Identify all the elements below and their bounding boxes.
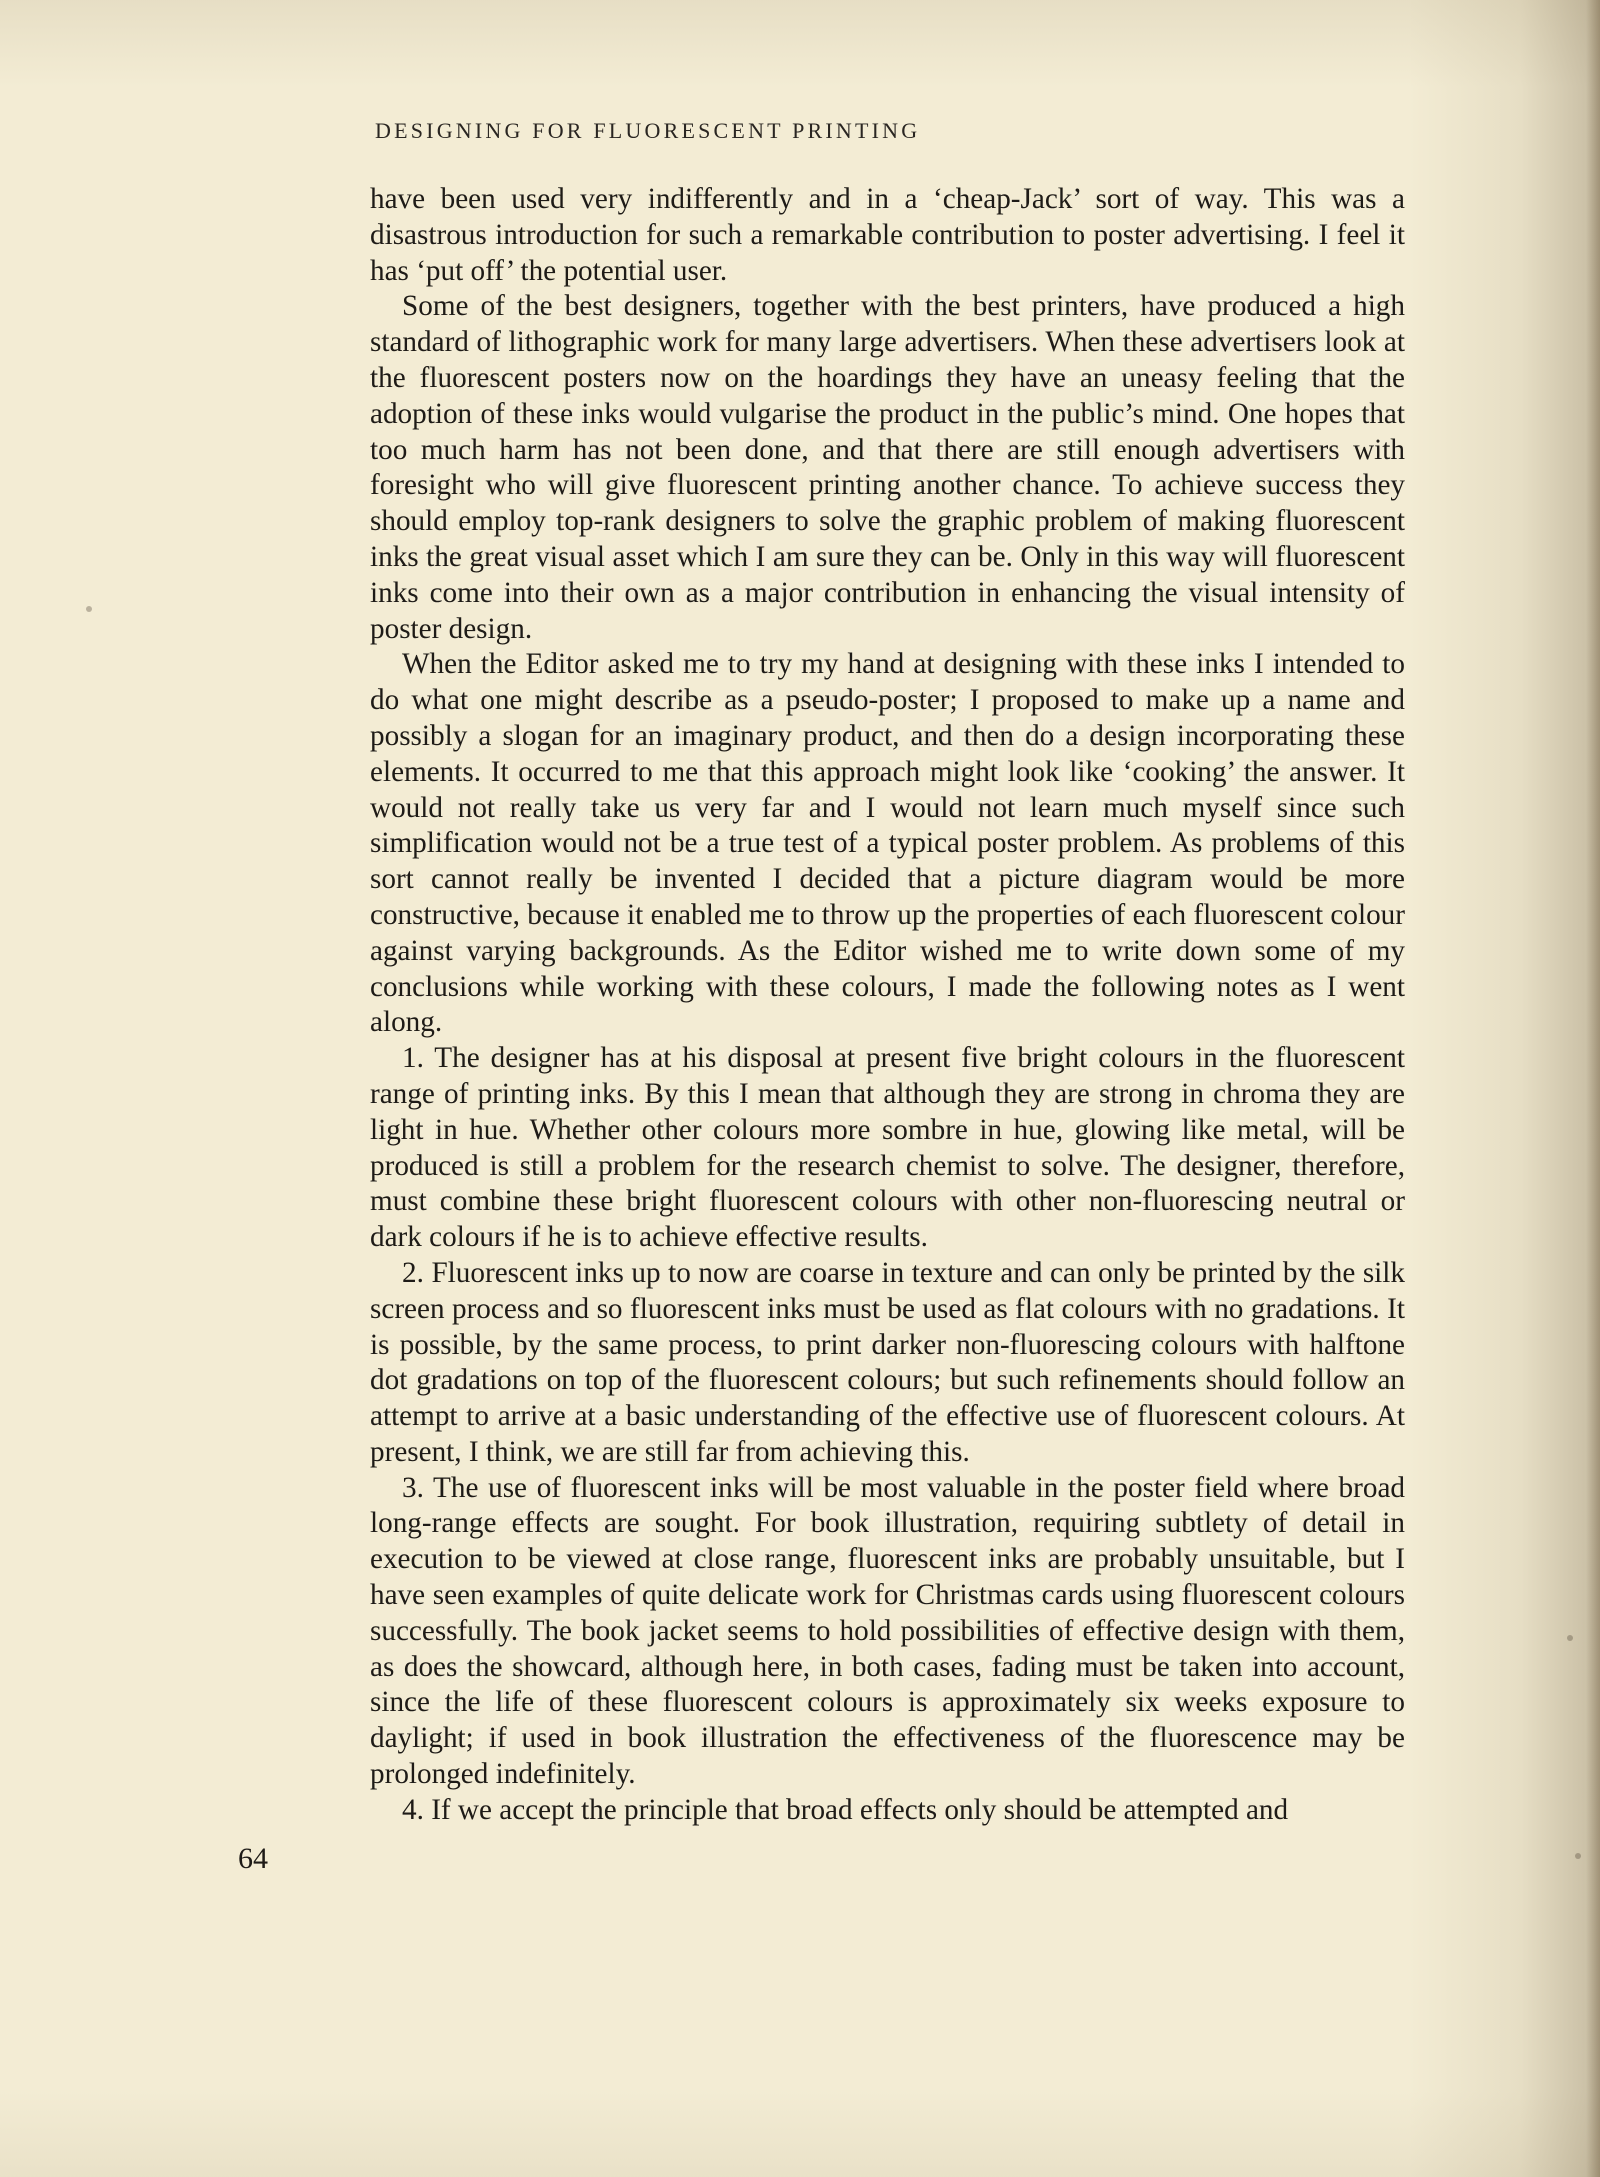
page-number: 64 (238, 1842, 268, 1875)
paragraph-designers: Some of the best designers, together with the best printers, have produced a high standard of lithographic work for many large advertisers. When these advertisers look at the fluorescent posters now on the hoardings they have an uneasy feeling that the adoption of these inks would vulgarise the product in the public’s mind. One hopes that too much harm has not been done, and that there are still enough advertisers with foresight who will give fluorescent printing another chance. To achieve success they should employ top-rank designers to solve the graphic problem of making fluorescent inks the great visual asset which I am sure they can be. Only in this way will fluorescent inks come into their own as a major contribution in enhancing the visual intensity of poster design. (370, 290, 1405, 645)
note-3: 3. The use of fluorescent inks will be most valuable in the poster field where broad long-range effects are sought. For book illustration, requiring subtlety of detail in execution to be viewed at close range, fluorescent inks are probably unsuitable, but I have seen examples of quite delicate work for Christmas cards using fluorescent colours successfully. The book jacket seems to hold possibilities of effective design with them, as does the showcard, although here, in both cases, fading must be taken into account, since the life of these fluorescent colours is approximately six weeks exposure to daylight; if used in book illustration the effectiveness of the fluorescence may be prolonged indefinitely. (370, 1471, 1405, 1791)
paragraph-editor: When the Editor asked me to try my hand at designing with these inks I intended to do what one might describe as a pseudo-poster; I proposed to make up a name and possibly a slogan for an imaginary product, and then do a design incorporating these elements. It occurred to me that this approach might look like ‘cooking’ the answer. It would not really take us very far and I would not learn much myself since such simplification would not be a true test of a typical poster problem. As problems of this sort cannot really be invented I decided that a picture diagram would be more constructive, because it enabled me to throw up the properties of each fluorescent colour against varying backgrounds. As the Editor wished me to write down some of my conclusions while working with these colours, I made the following notes as I went along. (370, 648, 1405, 1039)
note-2: 2. Fluorescent inks up to now are coarse in texture and can only be printed by the silk screen process and so fluorescent inks must be used as flat colours with no gradations. It is possible, by the same process, to print darker non-fluorescing colours with halftone dot gradations on top of the fluorescent colours; but such refinements should follow an attempt to arrive at a basic understanding of the effective use of fluorescent colours. At present, I think, we are still far from achieving this. (370, 1256, 1405, 1468)
body-text (370, 182, 1405, 1829)
running-head: DESIGNING FOR FLUORESCENT PRINTING (375, 118, 921, 143)
note-1: 1. The designer has at his disposal at present five bright colours in the fluorescent range of printing inks. By this I mean that although they are strong in chroma they are light in hue. Whether other colours more sombre in hue, glowing like metal, will be produced is still a problem for the research chemist to solve. The designer, therefore, must combine these bright fluorescent colours with other non-fluorescing neutral or dark colours if he is to achieve effective results. (370, 1042, 1405, 1254)
note-4: 4. If we accept the principle that broad effects only should be attempted and (402, 1793, 1289, 1826)
paragraph-continued: have been used very indifferently and in a ‘cheap-Jack’ sort of way. This was a disastrous introduction for such a remarkable contribution to poster advertising. I feel it has ‘put off’ the potential user. (370, 183, 1405, 287)
paper-speck (86, 606, 92, 612)
paper-speck (1567, 1635, 1573, 1641)
page-edge-shadow (1586, 0, 1600, 2177)
paper-speck (1575, 1853, 1581, 1859)
